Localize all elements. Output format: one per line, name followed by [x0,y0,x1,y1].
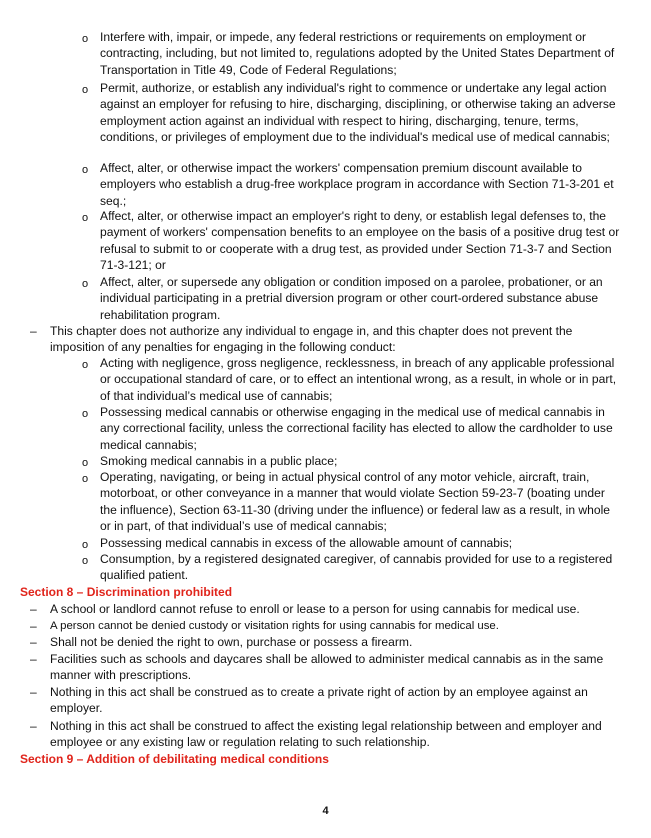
list-item: Smoking medical cannabis in a public place; [100,454,338,468]
bullet-marker: o [82,408,89,420]
dash-marker: – [30,602,37,616]
list-item: Possessing medical cannabis in excess of the allowable amount of cannabis; [100,536,513,550]
bullet-marker: o [82,164,89,176]
section-heading: Section 9 – Addition of debilitating medical conditions [20,752,329,766]
list-item: A person cannot be denied custody or visitation rights for using cannabis for medical use. [50,620,499,632]
list-item: Affect, alter, or supersede any obligation or condition imposed on a parolee, probationer, or an individual participating in a pretrial diversion program or other court-ordered substance abuse rehabilitation program. [100,275,603,322]
list-item: Facilities such as schools and daycares shall be allowed to administer medical cannabis as in the same manner with prescriptions. [50,652,604,683]
bullet-marker: o [82,473,89,485]
list-item: Nothing in this act shall be construed to affect the existing legal relationship between and employer and employee or any existing law or regulation relating to such relationship. [50,719,602,750]
list-item: Consumption, by a registered designated caregiver, of cannabis provided for use to a registered qualified patient. [100,552,613,583]
bullet-marker: o [82,33,89,45]
list-item: Nothing in this act shall be construed as to create a private right of action by an employee against an employer. [50,685,588,716]
bullet-marker: o [82,278,89,290]
bullet-marker: o [82,212,89,224]
bullet-marker: o [82,539,89,551]
page-number: 4 [322,805,329,817]
bullet-marker: o [82,359,89,371]
bullet-marker: o [82,457,89,469]
list-item: Operating, navigating, or being in actual physical control of any motor vehicle, aircraft, train, motorboat, or other conveyance in a manner that would violate Section 59-23-7 (boating under the influence), Section 63-11-30 (driving under the influence) or federal law as a result, in whole or in part, of that individual’s use of medical cannabis; [100,470,611,534]
section-heading: Section 8 – Discrimination prohibited [20,585,233,599]
list-item: Shall not be denied the right to own, purchase or possess a firearm. [50,635,413,649]
list-item: Affect, alter, or otherwise impact an employer's right to deny, or establish legal defenses to, the payment of workers' compensation benefits to an employee on the basis of a positive drug test or refusal to submit to or cooperate with a drug test, as provided under Section 71-3-7 and Section 71-3-121; or [100,209,620,273]
bullet-marker: o [82,555,89,567]
list-item: A school or landlord cannot refuse to enroll or lease to a person for using cannabis for medical use. [50,602,580,616]
list-item: Affect, alter, or otherwise impact the workers' compensation premium discount available to employers who establish a drug-free workplace program in accordance with Section 71-3-201 et seq.; [100,161,614,208]
dash-marker: – [30,719,37,733]
dash-marker: – [30,652,37,666]
bullet-marker: o [82,84,89,96]
dash-marker: – [30,619,37,633]
list-item: Permit, authorize, or establish any individual's right to commence or undertake any legal action against an employer for refusing to hire, discharging, disciplining, or otherwise taking an adverse employment action against an individual with respect to hiring, discharging, tenure, terms, conditions, or privileges of employment due to the individual's medical use of medical cannabis; [100,81,616,145]
paragraph: This chapter does not authorize any individual to engage in, and this chapter does not prevent the imposition of any penalties for engaging in the following conduct: [50,324,573,355]
dash-marker: – [30,685,37,699]
dash-marker: – [30,635,37,649]
list-item: Possessing medical cannabis or otherwise engaging in the medical use of medical cannabis in any correctional facility, unless the correctional facility has elected to allow the cardholder to use medical cannabis; [100,405,613,452]
list-item: Acting with negligence, gross negligence, recklessness, in breach of any applicable professional or occupational standard of care, or to effect an intentional wrong, as a result, in whole or in part, of that individual’s medical use of cannabis; [100,356,617,403]
dash-marker: – [30,324,37,338]
list-item: Interfere with, impair, or impede, any federal restrictions or requirements on employment or contracting, including, but not limited to, regulations adopted by the United States Department of Transportation in Title 49, Code of Federal Regulations; [100,30,615,77]
